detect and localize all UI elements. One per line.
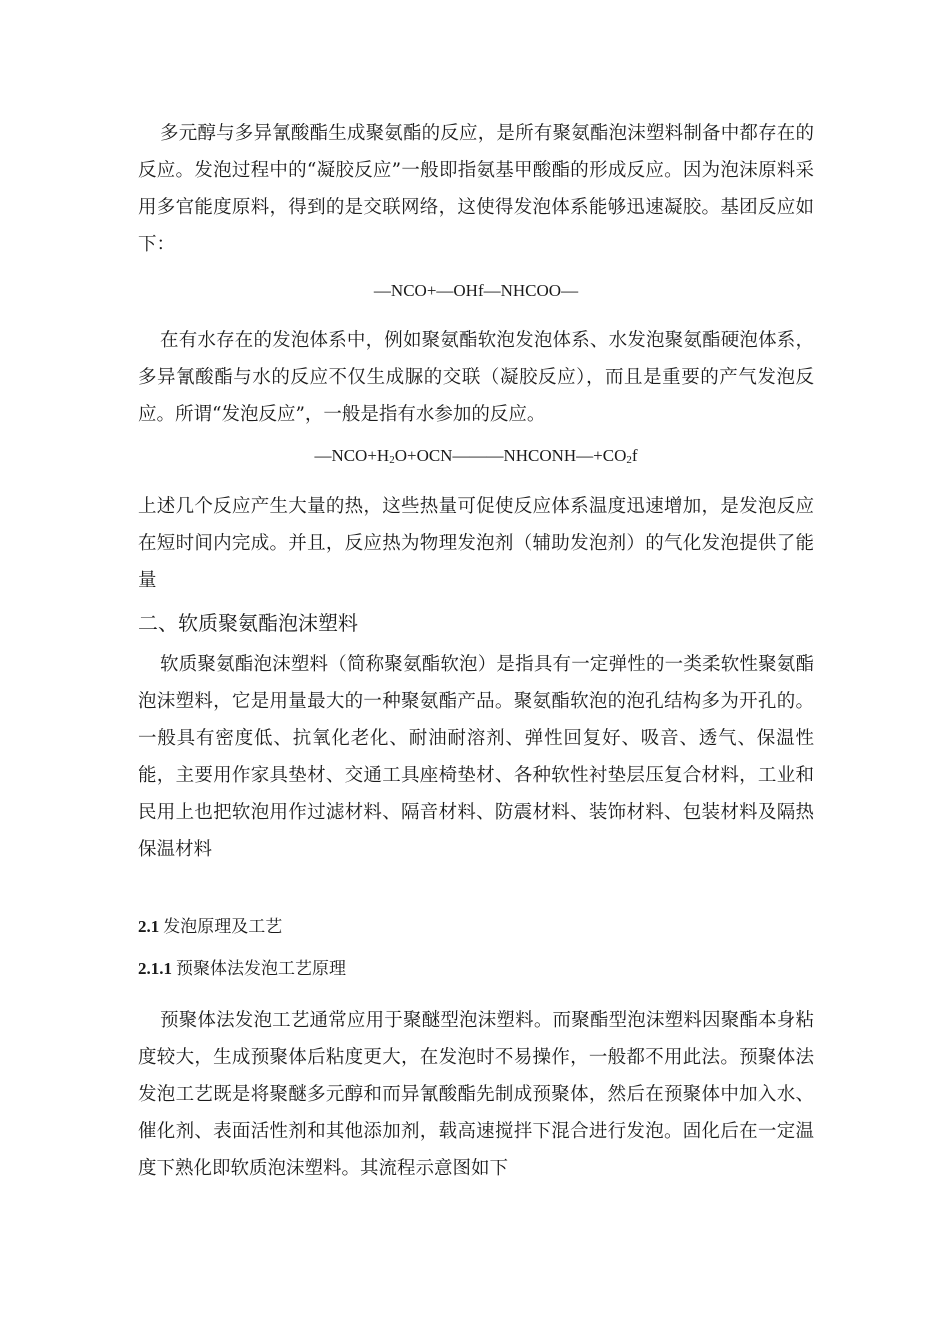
subsection-heading-2-1	[138, 914, 282, 940]
subsection-heading-2-1-1	[138, 956, 346, 982]
paragraph-gelation-reaction: 多元醇与多异氰酸酯生成聚氨酯的反应，是所有聚氨酯泡沫塑料制备中都存在的反应。发泡过程中的“凝胶反应”一般即指氨基甲酸酯的形成反应。因为泡沫原料采用多官能度原料，得到的是交联网络，这使得发泡体系能够迅速凝胶。基团反应如下：	[138, 123, 814, 255]
section-heading-flexible-foam: 二、软质聚氨酯泡沫塑料	[138, 611, 358, 635]
heading-number: 2.1.1	[138, 959, 172, 978]
eq2-part2: O+OCN———NHCONH—+CO	[394, 446, 627, 465]
heading-number: 2.1	[138, 917, 160, 936]
paragraph-blowing-reaction: 在有水存在的发泡体系中，例如聚氨酯软泡发泡体系、水发泡聚氨酯硬泡体系，多异氰酸酯与水的反应不仅生成脲的交联（凝胶反应），而且是重要的产气发泡反应。所谓“发泡反应”，一般是指有水参加的反应。	[138, 330, 814, 425]
paragraph-prepolymer-process: 预聚体法发泡工艺通常应用于聚醚型泡沫塑料。而聚酯型泡沫塑料因聚酯本身粘度较大，生成预聚体后粘度更大，在发泡时不易操作，一般都不用此法。预聚体法发泡工艺既是将聚醚多元醇和而异氰酸酯先制成预聚体，然后在预聚体中加入水、催化剂、表面活性剂和其他添加剂，载高速搅拌下混合进行发泡。固化后在一定温度下熟化即软质泡沫塑料。其流程示意图如下	[138, 1010, 814, 1179]
eq2-sub2: 2	[626, 454, 632, 466]
eq2-sub1: 2	[389, 454, 395, 466]
eq2-part1: —NCO+H	[314, 446, 390, 465]
eq2-part3: f	[631, 446, 638, 465]
paragraph-reaction-heat: 上述几个反应产生大量的热，这些热量可促使反应体系温度迅速增加，是发泡反应在短时间内完成。并且，反应热为物理发泡剂（辅助发泡剂）的气化发泡提供了能量	[138, 496, 814, 591]
heading-title: 发泡原理及工艺	[163, 917, 283, 937]
heading-title: 预聚体法发泡工艺原理	[176, 959, 346, 979]
paragraph-flexible-foam-intro: 软质聚氨酯泡沫塑料（简称聚氨酯软泡）是指具有一定弹性的一类柔软性聚氨酯泡沫塑料，它是用量最大的一种聚氨酯产品。聚氨酯软泡的泡孔结构多为开孔的。一般具有密度低、抗氧化老化、耐油耐溶剂、弹性回复好、吸音、透气、保温性能，主要用作家具垫材、交通工具座椅垫材、各种软性衬垫层压复合材料，工业和民用上也把软泡用作过滤材料、隔音材料、防震材料、装饰材料、包装材料及隔热保温材料	[138, 654, 814, 860]
equation-urethane-formation: —NCO+—OHf—NHCOO—	[373, 281, 579, 300]
equation-water-isocyanate	[138, 444, 814, 472]
